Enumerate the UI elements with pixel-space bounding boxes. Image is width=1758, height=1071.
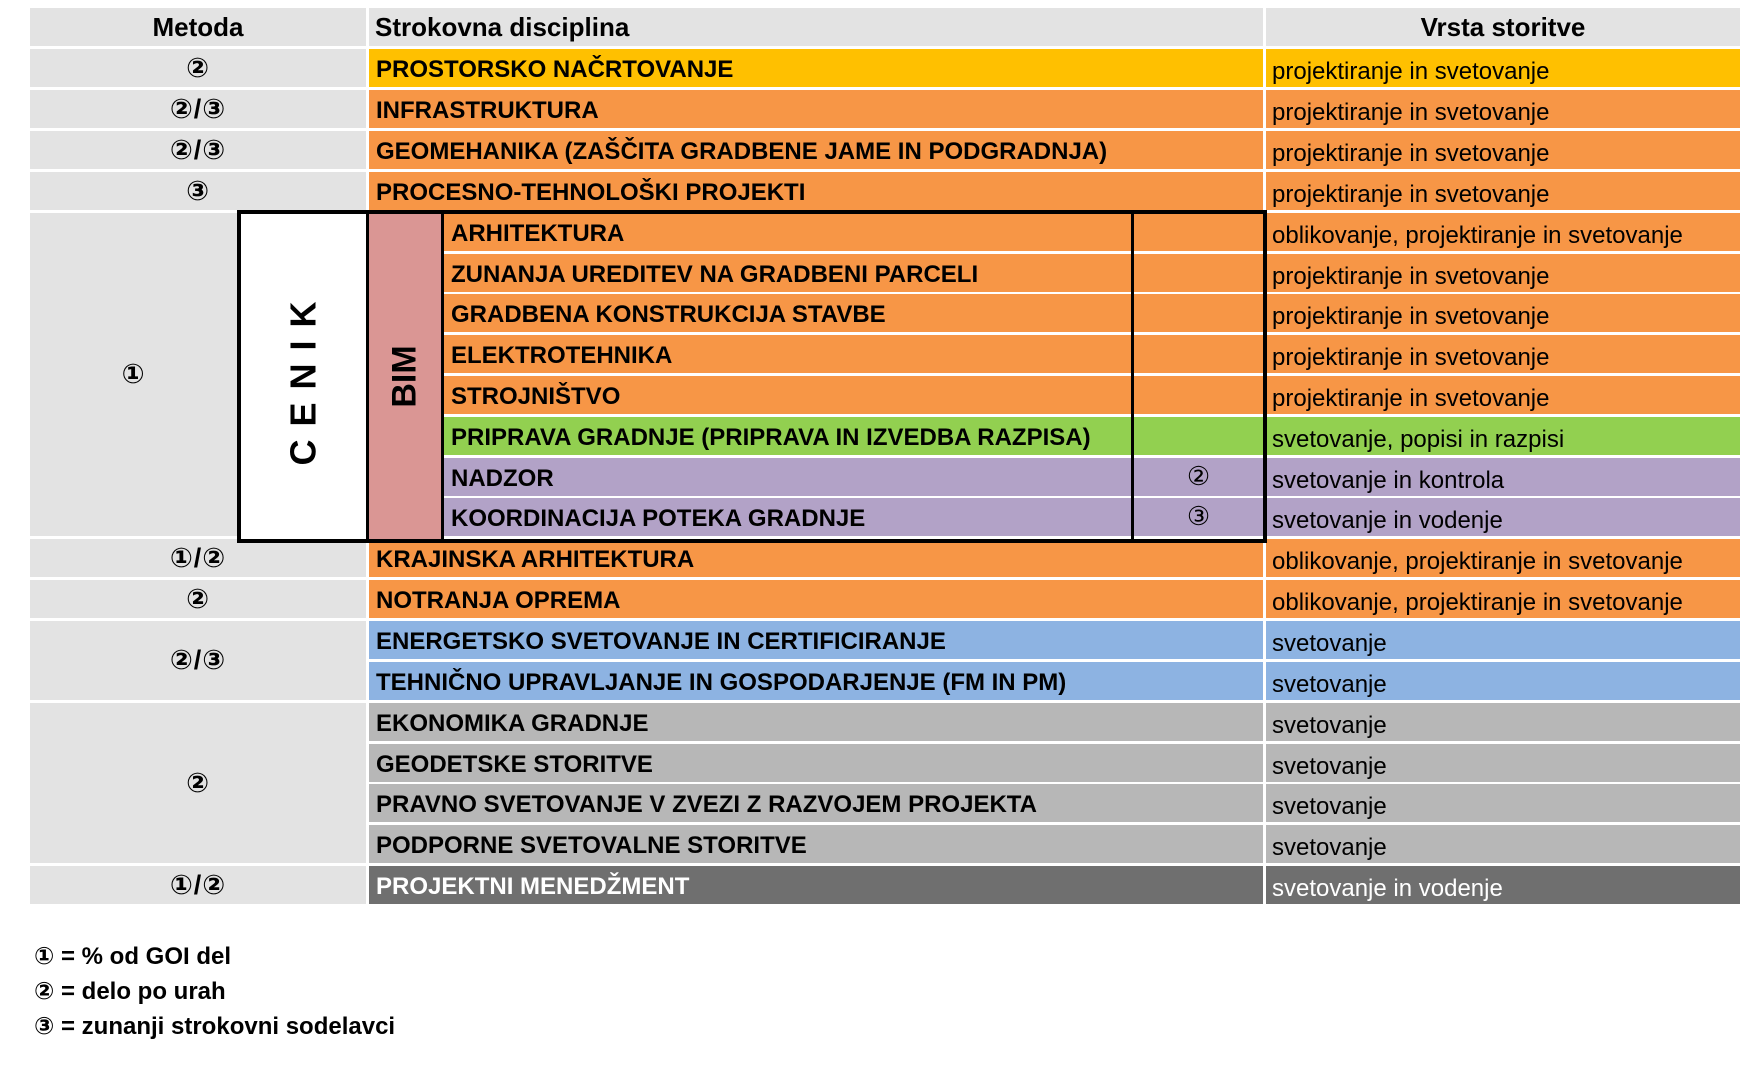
metoda-cell (30, 172, 366, 210)
discipline-cell (369, 825, 1263, 863)
metoda-cell (30, 49, 366, 87)
service-type-label: projektiranje in svetovanje (1272, 58, 1550, 85)
discipline-cell (369, 662, 1263, 700)
discipline-cell (369, 784, 1263, 822)
metoda-cell (30, 866, 366, 904)
header-metoda-label: Metoda (152, 11, 244, 42)
header-vrsta-label: Vrsta storitve (1420, 11, 1586, 42)
discipline-cell (369, 703, 1263, 741)
legend-item-1: ① = % od GOI del (34, 943, 232, 970)
discipline-label: GEOMEHANIKA (ZAŠČITA GRADBENE JAME IN PODGRADNJA) (376, 138, 1108, 165)
discipline-label: PRAVNO SVETOVANJE V ZVEZI Z RAZVOJEM PROJEKTA (376, 791, 1037, 818)
service-type-cell (1266, 294, 1740, 332)
service-type-label: projektiranje in svetovanje (1272, 303, 1550, 330)
discipline-label: PODPORNE SVETOVALNE STORITVE (376, 832, 807, 859)
header-disciplina-label: Strokovna disciplina (375, 11, 630, 42)
discipline-cell (369, 90, 1263, 128)
service-type-label: svetovanje in vodenje (1272, 507, 1503, 534)
discipline-label: PROSTORSKO NAČRTOVANJE (376, 56, 734, 83)
header-disciplina (369, 8, 1263, 46)
discipline-label: ELEKTROTEHNIKA (451, 342, 673, 369)
service-type-cell (1266, 131, 1740, 169)
discipline-label: STROJNIŠTVO (451, 383, 621, 410)
mark-column-divider (1131, 210, 1134, 543)
service-type-label: svetovanje (1272, 630, 1387, 657)
metoda-value: ②/③ (169, 93, 227, 124)
service-type-label: oblikovanje, projektiranje in svetovanje (1272, 548, 1683, 575)
discipline-label: INFRASTRUKTURA (376, 97, 599, 124)
discipline-cell (369, 744, 1263, 782)
discipline-label: EKONOMIKA GRADNJE (376, 710, 649, 737)
metoda-value: ③ (186, 175, 210, 206)
service-type-cell (1266, 417, 1740, 455)
discipline-label: NADZOR (451, 465, 554, 492)
metoda-cell (30, 580, 366, 618)
metoda-value: ①/② (169, 542, 227, 573)
service-type-cell (1266, 744, 1740, 782)
service-type-label: projektiranje in svetovanje (1272, 385, 1550, 412)
metoda-merged-cell (30, 703, 366, 863)
metoda-value: ② (186, 767, 210, 798)
service-type-label: svetovanje (1272, 793, 1387, 820)
method-mark: ③ (1186, 502, 1211, 532)
discipline-cell (369, 539, 1263, 577)
service-type-cell (1266, 825, 1740, 863)
service-type-label: svetovanje (1272, 834, 1387, 861)
metoda-value: ②/③ (169, 134, 227, 165)
metoda-value: ① (121, 359, 146, 389)
service-type-cell (1266, 172, 1740, 210)
service-type-cell (1266, 213, 1740, 251)
service-type-cell (1266, 703, 1740, 741)
metoda-cell (30, 90, 366, 128)
discipline-cell (369, 621, 1263, 659)
metoda-merged-cell (30, 213, 237, 536)
metoda-cell (30, 539, 366, 577)
service-type-cell (1266, 539, 1740, 577)
discipline-label: PROJEKTNI MENEDŽMENT (376, 873, 690, 900)
discipline-cell (369, 866, 1263, 904)
discipline-label: ZUNANJA UREDITEV NA GRADBENI PARCELI (451, 261, 979, 288)
service-type-cell (1266, 784, 1740, 822)
discipline-label: GRADBENA KONSTRUKCIJA STAVBE (451, 301, 886, 328)
service-type-label: svetovanje, popisi in razpisi (1272, 426, 1565, 453)
service-type-label: oblikovanje, projektiranje in svetovanje (1272, 589, 1683, 616)
service-type-label: projektiranje in svetovanje (1272, 344, 1550, 371)
header-vrsta (1266, 8, 1740, 46)
service-type-label: oblikovanje, projektiranje in svetovanje (1272, 222, 1683, 249)
discipline-cell (369, 172, 1263, 210)
discipline-cell (369, 580, 1263, 618)
metoda-value: ①/② (169, 869, 227, 900)
header-metoda (30, 8, 366, 46)
metoda-value: ② (186, 52, 210, 83)
service-type-label: projektiranje in svetovanje (1272, 99, 1550, 126)
service-type-label: svetovanje in vodenje (1272, 875, 1503, 902)
service-type-cell (1266, 90, 1740, 128)
legend-item-2: ② = delo po urah (34, 978, 226, 1005)
discipline-label: TEHNIČNO UPRAVLJANJE IN GOSPODARJENJE (FM IN PM) (376, 669, 1067, 696)
service-type-cell (1266, 662, 1740, 700)
service-type-cell (1266, 621, 1740, 659)
legend-item-3: ③ = zunanji strokovni sodelavci (34, 1013, 396, 1040)
service-type-cell (1266, 498, 1740, 536)
discipline-label: PROCESNO-TEHNOLOŠKI PROJEKTI (376, 179, 806, 206)
service-type-cell (1266, 458, 1740, 496)
bim-divider (441, 210, 444, 543)
discipline-label: GEODETSKE STORITVE (376, 751, 653, 778)
method-mark: ② (1186, 462, 1211, 492)
discipline-label: NOTRANJA OPREMA (376, 587, 621, 614)
discipline-cell (369, 131, 1263, 169)
metoda-cell (30, 131, 366, 169)
service-type-label: projektiranje in svetovanje (1272, 263, 1550, 290)
cenik-label: CENIK (282, 287, 324, 466)
service-type-cell (1266, 376, 1740, 414)
metoda-merged-cell (30, 621, 366, 700)
service-type-cell (1266, 580, 1740, 618)
cenik-label-box (241, 214, 366, 539)
discipline-label: ARHITEKTURA (451, 220, 625, 247)
bim-label-box (369, 214, 441, 539)
metoda-value: ② (186, 583, 210, 614)
bim-label: BIM (385, 345, 424, 408)
discipline-label: PRIPRAVA GRADNJE (PRIPRAVA IN IZVEDBA RAZPISA) (451, 424, 1091, 451)
metoda-value: ②/③ (169, 645, 227, 675)
service-type-label: projektiranje in svetovanje (1272, 181, 1550, 208)
service-type-cell (1266, 254, 1740, 292)
service-type-cell (1266, 335, 1740, 373)
discipline-label: KOORDINACIJA POTEKA GRADNJE (451, 505, 866, 532)
service-type-label: projektiranje in svetovanje (1272, 140, 1550, 167)
service-type-label: svetovanje (1272, 671, 1387, 698)
service-type-label: svetovanje in kontrola (1272, 467, 1505, 494)
discipline-label: KRAJINSKA ARHITEKTURA (376, 546, 695, 573)
discipline-cell (369, 49, 1263, 87)
service-type-cell (1266, 866, 1740, 904)
service-type-label: svetovanje (1272, 753, 1387, 780)
service-type-label: svetovanje (1272, 712, 1387, 739)
service-type-cell (1266, 49, 1740, 87)
discipline-label: ENERGETSKO SVETOVANJE IN CERTIFICIRANJE (376, 628, 946, 655)
